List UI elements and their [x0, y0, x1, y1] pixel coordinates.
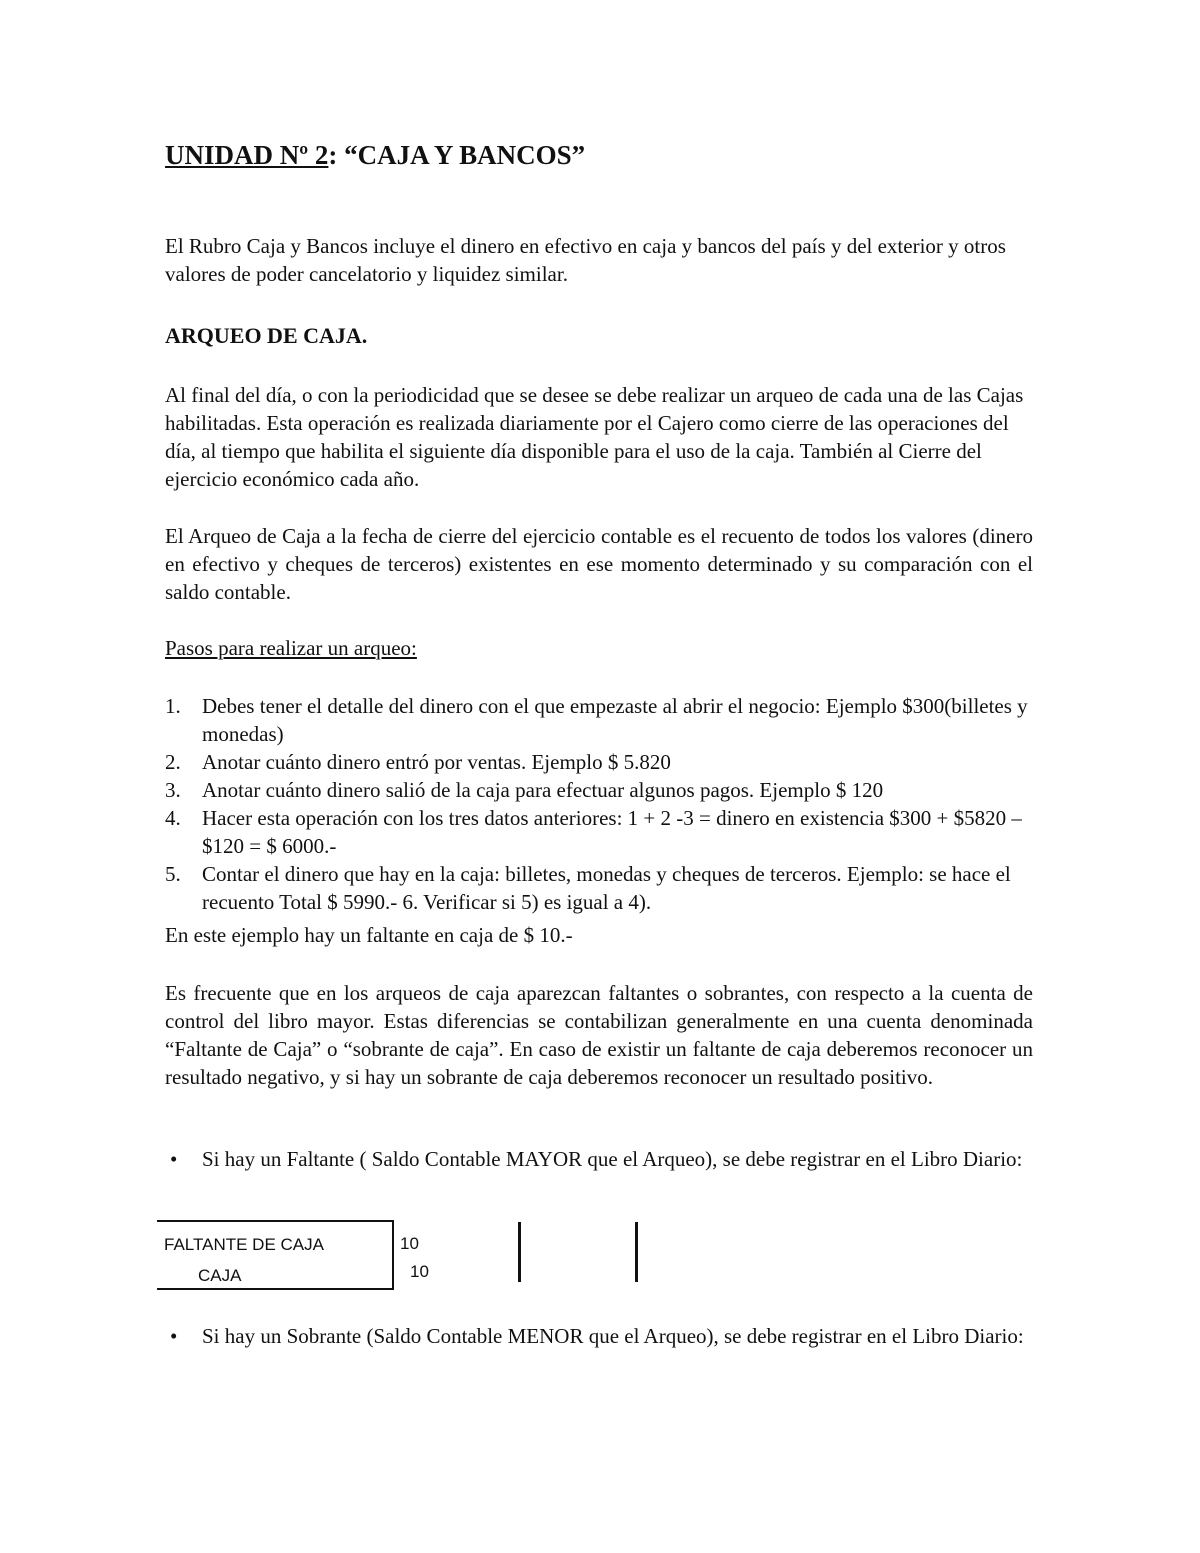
paragraph-daily-count: Al final del día, o con la periodicidad que se desee se debe realizar un arqueo de cada una de las Cajas habilitadas. Esta operación es realizada diariamente por el Cajero como cierre de las operaciones del día, al tiempo que habilita el siguiente día disponible para el uso de la caja. También al Cierre del ejercicio económico cada año.: [165, 383, 1024, 491]
list-item: [165, 748, 1033, 776]
step-number: 2.: [165, 750, 181, 774]
debit-column-divider: [518, 1222, 521, 1282]
bullet-icon: •: [170, 1324, 178, 1348]
bullet-text: Si hay un Sobrante (Saldo Contable MENOR que el Arqueo), se debe registrar en el Libro Diario:: [202, 1324, 1024, 1348]
steps-list: [165, 692, 1033, 916]
journal-entry: [157, 1220, 657, 1290]
step-text: Debes tener el detalle del dinero con el que empezaste al abrir el negocio: Ejemplo $300(billetes y monedas): [202, 694, 1028, 746]
title-topic: : “CAJA Y BANCOS”: [328, 140, 586, 170]
step-number: 4.: [165, 806, 181, 830]
step-text: Hacer esta operación con los tres datos anteriores: 1 + 2 -3 = dinero en existencia $300 + $5820 – $120 = $ 6000.-: [202, 806, 1022, 858]
intro-paragraph: El Rubro Caja y Bancos incluye el dinero en efectivo en caja y bancos del país y del exterior y otros valores de poder cancelatorio y liquidez similar.: [165, 234, 1006, 286]
bullet-text: Si hay un Faltante ( Saldo Contable MAYOR que el Arqueo), se debe registrar en el Libro Diario:: [202, 1147, 1023, 1171]
step-number: 1.: [165, 694, 181, 718]
step-number: 3.: [165, 778, 181, 802]
debit-account: FALTANTE DE CAJA: [164, 1235, 324, 1254]
step-text: Anotar cuánto dinero salió de la caja para efectuar algunos pagos. Ejemplo $ 120: [202, 778, 884, 802]
page-title: [165, 141, 585, 169]
paragraph-closing-count: El Arqueo de Caja a la fecha de cierre del ejercicio contable es el recuento de todos los valores (dinero en efectivo y cheques de terceros) existentes en ese momento determinado y su comparación con el saldo contable.: [165, 524, 1033, 604]
section-heading: ARQUEO DE CAJA.: [165, 323, 368, 348]
bullet-surplus: [165, 1322, 1033, 1350]
list-item: [165, 692, 1033, 748]
step-number: 5.: [165, 862, 181, 886]
list-item: [165, 804, 1033, 860]
credit-account: CAJA: [198, 1266, 242, 1285]
step-text: Anotar cuánto dinero entró por ventas. Ejemplo $ 5.820: [202, 750, 671, 774]
bullet-icon: •: [170, 1147, 178, 1171]
list-item: [165, 860, 1033, 916]
step-text: Contar el dinero que hay en la caja: billetes, monedas y cheques de terceros. Ejemplo: se hace el recuento Total $ 5990.- 6. Verificar si 5) es igual a 4).: [202, 862, 1011, 914]
credit-column-divider: [635, 1222, 638, 1282]
title-unit-label: UNIDAD Nº 2: [165, 140, 329, 170]
bullet-shortage: [165, 1145, 1033, 1173]
journal-entry-box: [157, 1220, 394, 1290]
list-item: [165, 776, 1033, 804]
debit-amount: 10: [400, 1234, 419, 1253]
steps-heading: Pasos para realizar un arqueo:: [165, 636, 417, 660]
example-shortage-line: En este ejemplo hay un faltante en caja de $ 10.-: [165, 923, 573, 947]
credit-amount: 10: [410, 1262, 429, 1281]
paragraph-differences: Es frecuente que en los arqueos de caja aparezcan faltantes o sobrantes, con respecto a la cuenta de control del libro mayor. Estas diferencias se contabilizan generalmente en una cuenta denominada “Faltante de Caja” o “sobrante de caja”. En caso de existir un faltante de caja deberemos reconocer un resultado negativo, y si hay un sobrante de caja deberemos reconocer un resultado positivo.: [165, 981, 1033, 1089]
